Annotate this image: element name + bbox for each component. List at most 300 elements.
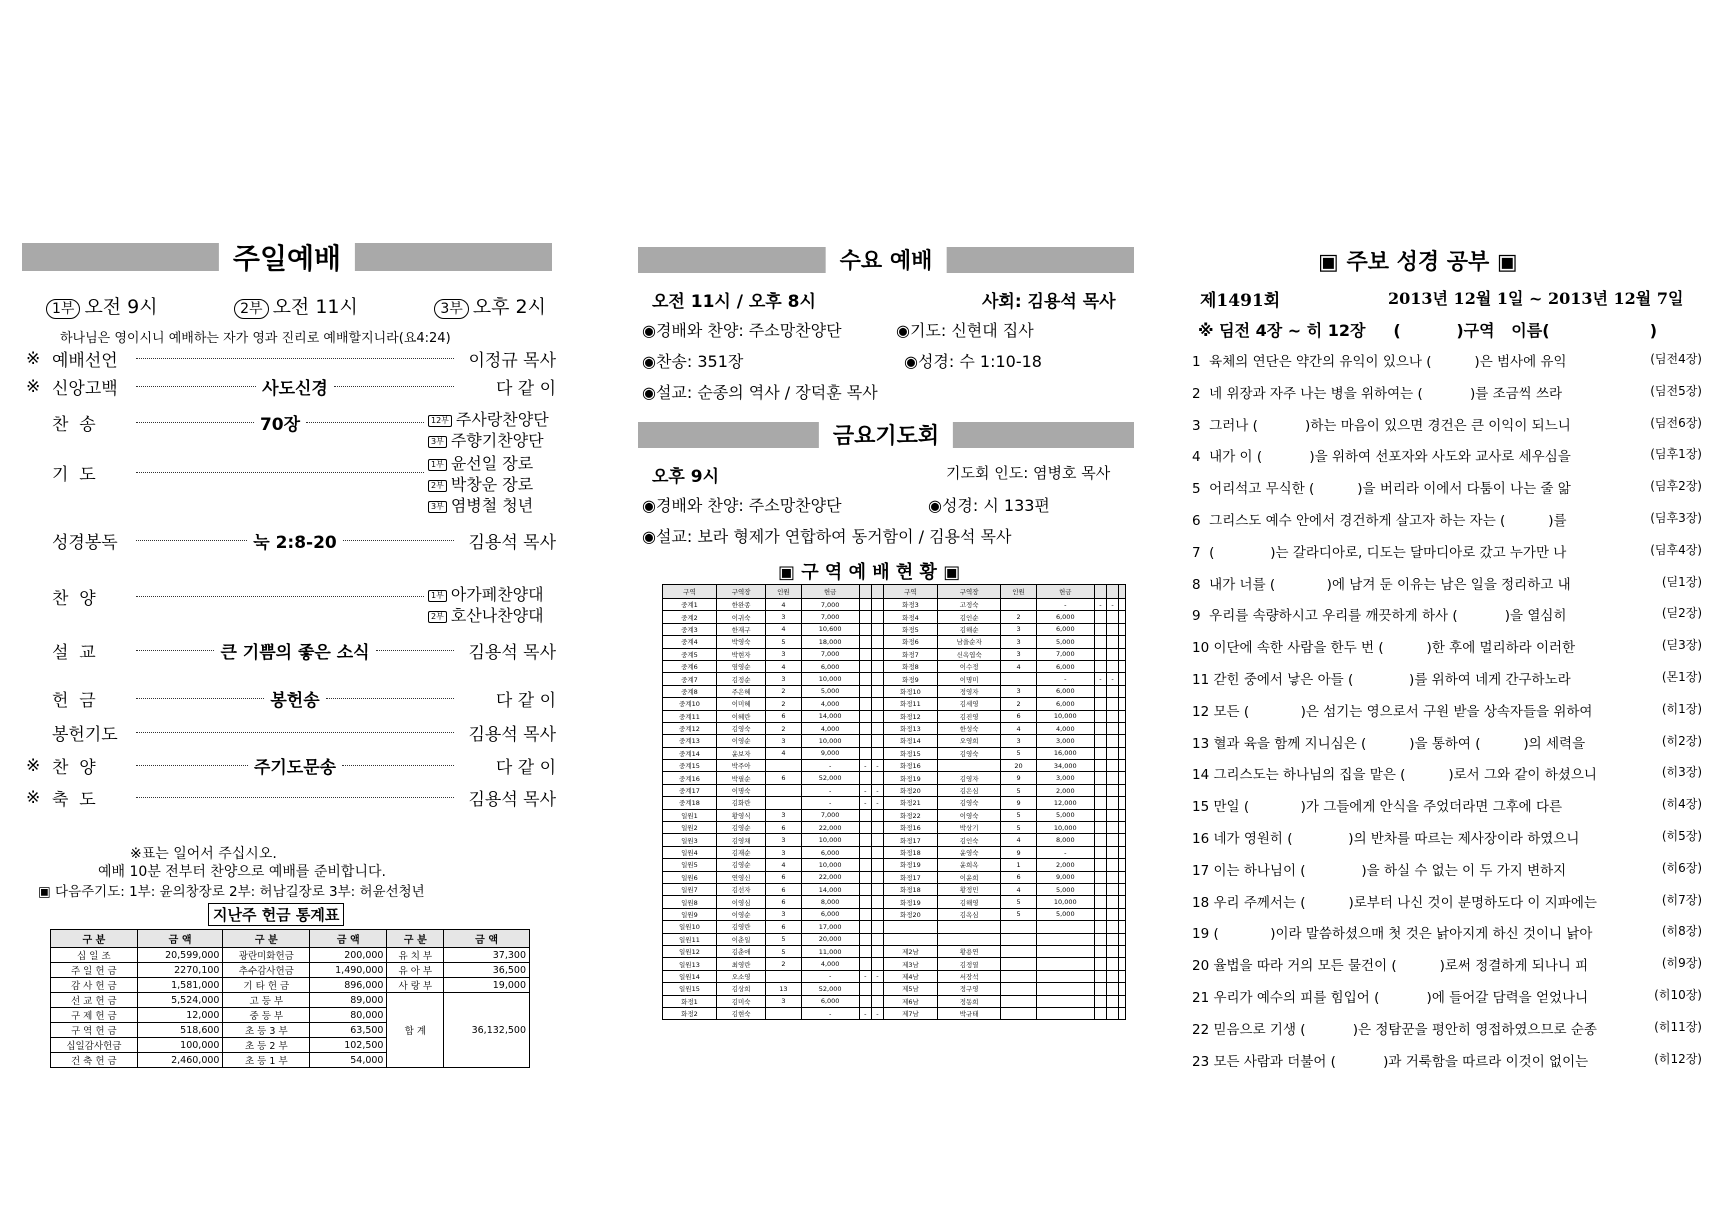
study-title: ▣ 주보 성경 공부 ▣ — [1318, 250, 1518, 275]
offering-header: 구 분 — [223, 930, 310, 948]
district-cell — [859, 673, 871, 685]
district-cell — [1001, 995, 1036, 1007]
district-cell — [883, 921, 937, 933]
district-cell: 정구영 — [937, 983, 1001, 995]
district-cell — [859, 636, 871, 648]
district-cell — [871, 896, 883, 908]
district-cell: 18,000 — [801, 636, 859, 648]
district-header: 인원 — [766, 585, 801, 599]
district-cell — [1094, 722, 1106, 734]
question-ref: (몬1장) — [1661, 670, 1702, 684]
district-cell: 3 — [766, 846, 801, 858]
district-cell — [1094, 623, 1106, 635]
district-cell — [871, 809, 883, 821]
table-row — [663, 983, 1126, 995]
question-text: 19 ( )이라 말씀하셨으매 첫 것은 낡아지게 하신 것이니 낡아 — [1192, 926, 1593, 943]
district-cell — [1036, 945, 1094, 957]
district-cell: 화정14 — [883, 735, 937, 747]
district-cell: - — [859, 1007, 871, 1019]
district-cell — [859, 983, 871, 995]
district-cell — [766, 760, 801, 772]
district-cell — [871, 636, 883, 648]
district-cell: 중계6 — [663, 660, 717, 672]
study-question — [1192, 541, 1702, 561]
table-row — [663, 871, 1126, 883]
district-cell: 3 — [766, 834, 801, 846]
district-cell: 3 — [1001, 623, 1036, 635]
district-cell: 제4남 — [883, 970, 937, 982]
district-cell — [871, 611, 883, 623]
district-cell — [871, 772, 883, 784]
district-cell: 5 — [766, 636, 801, 648]
district-cell — [859, 908, 871, 920]
district-cell: 20,000 — [801, 933, 859, 945]
offering-cell: 추수감사헌금 — [223, 963, 310, 978]
liturgy-right: 김용석 목사 — [468, 533, 557, 553]
district-cell: 6 — [766, 921, 801, 933]
district-cell: 6 — [766, 710, 801, 722]
district-cell: 일원10 — [663, 921, 717, 933]
service-times — [46, 292, 546, 319]
district-cell: 박현자 — [716, 648, 765, 660]
district-cell — [859, 945, 871, 957]
table-row — [663, 883, 1126, 895]
study-question — [1192, 1050, 1702, 1070]
district-cell — [1001, 970, 1036, 982]
district-cell: 일원5 — [663, 859, 717, 871]
district-cell: 5,000 — [801, 685, 859, 697]
district-cell: 3 — [1001, 636, 1036, 648]
district-cell — [1094, 784, 1106, 796]
district-cell: 중계16 — [663, 772, 717, 784]
question-text: 22 믿음으로 기생 ( )은 정탐꾼을 평안히 영접하였으므로 순종 — [1192, 1021, 1597, 1038]
question-ref: (딤후4장) — [1650, 542, 1702, 557]
district-cell: 중계14 — [663, 747, 717, 759]
district-cell — [871, 660, 883, 672]
district-cell: 일원14 — [663, 970, 717, 982]
district-cell: 2 — [1001, 698, 1036, 710]
offering-total-label: 합 계 — [387, 993, 444, 1068]
district-cell: 중계8 — [663, 685, 717, 697]
liturgy-label: 봉헌기도 — [52, 725, 118, 745]
table-row — [663, 846, 1126, 858]
district-header: 헌금 — [801, 585, 859, 599]
district-cell: 일원13 — [663, 958, 717, 970]
part-badge: 2부 — [428, 480, 447, 492]
district-cell: 중계1 — [663, 599, 717, 611]
district-cell: 9,000 — [1036, 871, 1094, 883]
district-cell — [871, 908, 883, 920]
table-row — [663, 648, 1126, 660]
district-cell — [1094, 983, 1106, 995]
district-cell — [859, 822, 871, 834]
offering-cell: 20,599,000 — [137, 948, 223, 963]
district-cell: 윤영숙 — [937, 846, 1001, 858]
question-ref: (히9장) — [1661, 956, 1702, 971]
district-header — [1094, 585, 1106, 599]
table-row — [663, 623, 1126, 635]
question-ref: (히5장) — [1661, 829, 1702, 843]
table-row — [663, 660, 1126, 672]
district-cell — [1094, 871, 1106, 883]
district-cell: 중계5 — [663, 648, 717, 660]
district-cell: 화정12 — [883, 710, 937, 722]
offering-cell: 89,000 — [310, 993, 387, 1008]
district-cell: 이영심 — [716, 896, 765, 908]
study-question — [1192, 668, 1702, 688]
district-cell — [1094, 611, 1106, 623]
district-cell: 7,000 — [801, 599, 859, 611]
district-cell: 5 — [1001, 896, 1036, 908]
district-cell: 일원6 — [663, 871, 717, 883]
service-time-text: 오전 11시 — [272, 296, 358, 318]
liturgy-center: 봉헌송 — [270, 691, 320, 711]
table-row — [663, 908, 1126, 920]
wednesday-prayer: ◉기도: 신현대 집사 — [896, 321, 1034, 340]
question-text: 11 갇힌 중에서 낳은 아들 ( )를 위하여 네게 간구하노라 — [1192, 672, 1571, 688]
district-cell: 김영자 — [937, 772, 1001, 784]
district-cell — [859, 958, 871, 970]
assignee — [428, 407, 549, 430]
district-cell: 화정17 — [883, 871, 937, 883]
district-cell: 화정20 — [883, 784, 937, 796]
district-cell: 김영숙 — [937, 747, 1001, 759]
district-cell: 중계3 — [663, 623, 717, 635]
district-cell — [1107, 871, 1119, 883]
assignee — [428, 428, 544, 451]
district-cell — [1036, 921, 1094, 933]
district-cell: 김진영 — [937, 710, 1001, 722]
district-cell — [1094, 908, 1106, 920]
district-cell: 화정10 — [883, 685, 937, 697]
district-cell: 김재순 — [716, 846, 765, 858]
district-cell: 화정2 — [663, 1007, 717, 1019]
district-cell: 6 — [766, 896, 801, 908]
offering-cell: 감 사 헌 금 — [51, 978, 138, 993]
table-row — [663, 995, 1126, 1007]
district-cell: 화정19 — [883, 772, 937, 784]
sunday-title-bar — [22, 242, 552, 275]
table-row — [663, 760, 1126, 772]
district-cell: 김세영 — [937, 698, 1001, 710]
district-cell — [1094, 760, 1106, 772]
part-badge: 3부 — [428, 436, 447, 448]
liturgy-right: 이정규 목사 — [468, 351, 556, 371]
question-text: 23 모든 사람과 더불어 ( )과 거룩함을 따르라 이것이 없이는 — [1192, 1053, 1589, 1070]
district-cell — [1107, 660, 1119, 672]
table-row — [51, 948, 530, 963]
district-cell: 김정열 — [937, 958, 1001, 970]
district-header: 헌금 — [1036, 585, 1094, 599]
district-cell — [1094, 685, 1106, 697]
table-row — [663, 970, 1126, 982]
table-row — [663, 921, 1126, 933]
note-prepare: 예배 10분 전부터 찬양으로 예배를 준비합니다. — [98, 864, 386, 880]
district-cell: 9 — [1001, 797, 1036, 809]
district-header — [859, 585, 871, 599]
service-badge: 3부 — [434, 299, 468, 319]
question-ref: (히12장) — [1654, 1051, 1702, 1066]
district-cell — [871, 648, 883, 660]
district-cell — [1094, 636, 1106, 648]
study-period: 2013년 12월 1일 ~ 2013년 12월 7일 — [1388, 289, 1684, 308]
offering-cell: 유 치 부 — [387, 948, 444, 963]
district-cell: - — [1036, 846, 1094, 858]
district-cell — [1001, 921, 1036, 933]
district-cell — [1094, 933, 1106, 945]
district-cell: 3,000 — [1036, 772, 1094, 784]
district-cell — [1094, 970, 1106, 982]
district-header — [1107, 585, 1119, 599]
district-cell — [859, 834, 871, 846]
district-cell — [1107, 822, 1119, 834]
district-cell: 5 — [766, 945, 801, 957]
district-cell: 화정17 — [883, 834, 937, 846]
assignee-name: 호산나찬양대 — [450, 606, 544, 625]
district-cell — [1107, 760, 1119, 772]
district-cell: 이영순 — [716, 735, 765, 747]
study-question — [1192, 763, 1702, 783]
offering-cell: 896,000 — [310, 978, 387, 993]
offering-header: 금 액 — [444, 930, 530, 948]
district-cell: 4 — [766, 859, 801, 871]
liturgy-right: 다 같 이 — [495, 379, 557, 399]
district-cell: 이명미 — [937, 673, 1001, 685]
district-cell — [1094, 958, 1106, 970]
question-text: 7 ( )는 갈라디아로, 디도는 달마디아로 갔고 누가만 나 — [1192, 544, 1567, 561]
district-cell — [1036, 933, 1094, 945]
district-cell: 화정18 — [883, 883, 937, 895]
offering-title: 지난주 헌금 통계표 — [208, 903, 344, 926]
district-cell — [1094, 660, 1106, 672]
question-text: 6 그리스도 예수 안에서 경건하게 살고자 하는 자는 ( )를 — [1192, 513, 1567, 529]
district-cell: 일원7 — [663, 883, 717, 895]
district-cell: 윤보자 — [716, 747, 765, 759]
question-ref: (딤전6장) — [1650, 415, 1702, 430]
district-cell: 화정18 — [883, 846, 937, 858]
study-question — [1192, 604, 1702, 624]
district-cell: 6,000 — [1036, 611, 1094, 623]
district-cell: 이영순 — [716, 908, 765, 920]
district-cell — [871, 722, 883, 734]
offering-header: 금 액 — [137, 930, 223, 948]
district-cell: 김영숙 — [937, 797, 1001, 809]
study-question — [1192, 954, 1702, 974]
offering-cell: 고 등 부 — [223, 993, 310, 1008]
district-cell: - — [871, 784, 883, 796]
offering-cell: 주 일 헌 금 — [51, 963, 138, 978]
district-cell — [871, 883, 883, 895]
district-cell: 5 — [1001, 747, 1036, 759]
district-cell: 5,000 — [1036, 908, 1094, 920]
district-cell: 화정13 — [883, 722, 937, 734]
district-cell: 3 — [766, 809, 801, 821]
offering-cell: 유 아 부 — [387, 963, 444, 978]
district-cell — [859, 698, 871, 710]
district-cell — [1094, 772, 1106, 784]
offering-cell: 1,490,000 — [310, 963, 387, 978]
friday-praise: ◉경배와 찬양: 주소망찬양단 — [642, 496, 842, 515]
district-cell — [871, 623, 883, 635]
district-cell: 3 — [1001, 735, 1036, 747]
study-question — [1192, 573, 1702, 593]
service-time-text: 오전 9시 — [84, 296, 158, 318]
district-cell: 이혜란 — [716, 710, 765, 722]
district-cell — [1094, 797, 1106, 809]
stand-mark: ※ — [26, 348, 41, 369]
district-cell: 9 — [1001, 772, 1036, 784]
offering-cell: 518,600 — [137, 1023, 223, 1038]
offering-cell: 19,000 — [444, 978, 530, 993]
table-row — [663, 834, 1126, 846]
district-cell — [1107, 623, 1119, 635]
district-header: 인원 — [1001, 585, 1036, 599]
question-ref: (히11장) — [1654, 1019, 1702, 1034]
offering-cell: 초 등 1 부 — [223, 1053, 310, 1068]
district-cell: 6,000 — [1036, 698, 1094, 710]
offering-header: 구 분 — [51, 930, 138, 948]
offering-cell: 초 등 2 부 — [223, 1038, 310, 1053]
district-cell — [1001, 983, 1036, 995]
district-cell: 5,000 — [1036, 809, 1094, 821]
district-cell: 김은심 — [937, 784, 1001, 796]
table-row — [663, 636, 1126, 648]
district-cell: 3 — [766, 735, 801, 747]
next-prayer: ▣ 다음주기도: 1부: 윤의창장로 2부: 허남길장로 3부: 허윤선청년 — [38, 884, 425, 900]
table-row — [663, 685, 1126, 697]
district-cell: 중계7 — [663, 673, 717, 685]
district-cell — [1094, 735, 1106, 747]
offering-cell: 54,000 — [310, 1053, 387, 1068]
district-cell — [859, 685, 871, 697]
question-text: 10 이단에 속한 사람을 한두 번 ( )한 후에 멀리하라 이러한 — [1192, 640, 1576, 657]
part-badge: 2부 — [428, 611, 447, 623]
district-title: ▣ 구 역 예 배 현 황 ▣ — [778, 562, 961, 583]
district-cell: 오소영 — [716, 970, 765, 982]
table-row — [663, 797, 1126, 809]
district-cell: 일원11 — [663, 933, 717, 945]
district-cell — [1107, 698, 1119, 710]
district-cell — [1107, 834, 1119, 846]
study-question — [1192, 350, 1702, 370]
district-cell — [1094, 747, 1106, 759]
study-question — [1192, 922, 1702, 942]
table-row — [663, 673, 1126, 685]
district-cell — [859, 896, 871, 908]
service-badge: 1부 — [46, 299, 80, 319]
question-text: 8 내가 너를 ( )에 남겨 둔 이유는 남은 일을 정리하고 내 — [1192, 576, 1571, 593]
question-ref: (딛3장) — [1661, 638, 1702, 653]
table-row — [663, 945, 1126, 957]
district-cell — [859, 623, 871, 635]
district-cell: 6,000 — [1036, 660, 1094, 672]
district-cell — [1107, 809, 1119, 821]
district-cell — [1107, 784, 1119, 796]
table-row — [51, 993, 530, 1008]
district-cell: 일원9 — [663, 908, 717, 920]
district-cell: 3 — [1001, 648, 1036, 660]
friday-leader: 기도회 인도: 염병호 목사 — [946, 464, 1111, 482]
district-cell — [1094, 648, 1106, 660]
study-question — [1192, 382, 1702, 402]
district-cell: 4 — [1001, 834, 1036, 846]
district-cell: 10,000 — [801, 834, 859, 846]
district-cell: - — [801, 760, 859, 772]
district-cell: 9 — [1001, 846, 1036, 858]
district-cell — [1036, 995, 1094, 1007]
assignee — [428, 582, 544, 605]
district-cell: 화정11 — [883, 698, 937, 710]
district-cell: 중계10 — [663, 698, 717, 710]
district-cell: 일원8 — [663, 896, 717, 908]
district-cell: 화정16 — [883, 822, 937, 834]
district-cell — [1094, 809, 1106, 821]
district-cell — [871, 846, 883, 858]
district-cell — [1107, 883, 1119, 895]
district-cell: - — [1107, 599, 1119, 611]
offering-cell: 건 축 헌 금 — [51, 1053, 138, 1068]
district-cell: 화정1 — [663, 995, 717, 1007]
service-time — [234, 292, 358, 319]
wednesday-praise: ◉경배와 찬양: 주소망찬양단 — [642, 321, 842, 340]
district-cell: 14,000 — [801, 883, 859, 895]
district-cell: 고정숙 — [937, 599, 1001, 611]
district-cell: 최영란 — [716, 958, 765, 970]
district-cell: 김인순 — [937, 611, 1001, 623]
liturgy-label: 성경봉독 — [52, 533, 118, 553]
question-ref: (딤전4장) — [1650, 352, 1702, 366]
liturgy-center: 큰 기쁨의 좋은 소식 — [220, 643, 370, 663]
district-cell: 주은혜 — [716, 685, 765, 697]
district-cell: 6 — [1001, 710, 1036, 722]
district-cell: 제7남 — [883, 1007, 937, 1019]
assignee-name: 박창운 장로 — [450, 475, 534, 494]
district-cell: 제3남 — [883, 958, 937, 970]
district-cell: 52,000 — [801, 983, 859, 995]
district-cell: 8,000 — [801, 896, 859, 908]
district-cell: 5 — [1001, 908, 1036, 920]
district-cell: 6,000 — [801, 908, 859, 920]
assignee — [428, 603, 544, 626]
district-cell — [1094, 921, 1106, 933]
question-text: 5 어리석고 무식한 ( )을 버리라 이에서 다툼이 나는 줄 앎 — [1192, 481, 1571, 498]
study-question — [1192, 1018, 1702, 1038]
district-cell: 김영란 — [716, 921, 765, 933]
sunday-title: 주일예배 — [219, 237, 355, 277]
offering-cell: 200,000 — [310, 948, 387, 963]
district-cell: 화정4 — [883, 611, 937, 623]
friday-scripture: ◉성경: 시 133편 — [928, 496, 1050, 515]
wednesday-sermon: ◉설교: 순종의 역사 / 장덕훈 목사 — [642, 383, 878, 402]
district-cell: 김인숙 — [937, 834, 1001, 846]
district-cell: 4 — [1001, 660, 1036, 672]
liturgy-row — [26, 686, 556, 711]
district-cell — [859, 772, 871, 784]
table-row — [663, 722, 1126, 734]
offering-cell: 초 등 3 부 — [223, 1023, 310, 1038]
part-badge: 1부 — [428, 459, 447, 471]
table-row — [663, 710, 1126, 722]
district-cell: 화정5 — [883, 623, 937, 635]
district-cell: 5 — [1001, 822, 1036, 834]
question-ref: (히6장) — [1661, 860, 1702, 875]
district-cell — [1094, 834, 1106, 846]
district-table — [662, 584, 1126, 1020]
district-cell — [859, 722, 871, 734]
district-cell — [859, 735, 871, 747]
friday-sermon: ◉설교: 보라 형제가 연합하여 동거함이 / 김용석 목사 — [642, 527, 1012, 546]
district-cell: - — [871, 1007, 883, 1019]
